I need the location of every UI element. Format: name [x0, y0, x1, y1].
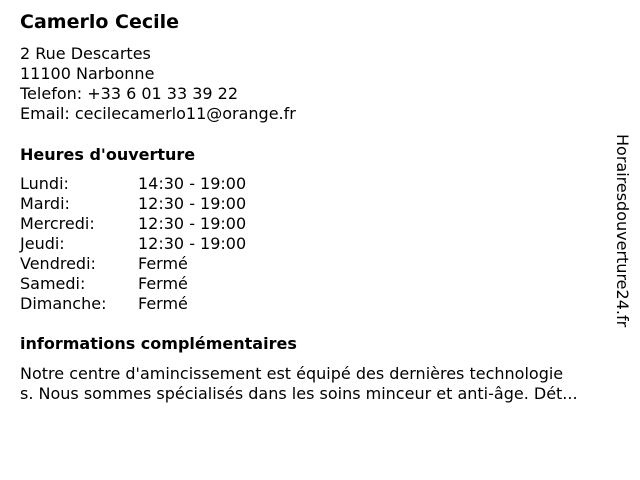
- email-text: Email: cecilecamerlo11@orange.fr: [20, 104, 296, 123]
- hours-time: Fermé: [138, 294, 188, 313]
- hours-row-sunday: [20, 294, 246, 314]
- hours-time: Fermé: [138, 274, 188, 293]
- hours-row-tuesday: [20, 194, 246, 214]
- business-name: Camerlo Cecile: [20, 11, 180, 33]
- hours-time: 12:30 - 19:00: [138, 194, 247, 213]
- hours-row-thursday: [20, 234, 246, 254]
- hours-time: Fermé: [138, 254, 188, 273]
- hours-day: Jeudi:: [20, 234, 65, 253]
- hours-row-wednesday: [20, 214, 246, 234]
- hours-row-monday: [20, 174, 246, 194]
- info-heading: informations complémentaires: [20, 334, 297, 353]
- hours-day: Mercredi:: [20, 214, 95, 233]
- site-watermark: Horairesdouverture24.fr: [613, 134, 632, 328]
- hours-table: [20, 174, 246, 314]
- description-line: s. Nous sommes spécialisés dans les soins minceur et anti-âge. Dét...: [20, 384, 578, 403]
- hours-row-friday: [20, 254, 246, 274]
- hours-day: Dimanche:: [20, 294, 107, 313]
- contact-block: [20, 44, 296, 124]
- hours-time: 12:30 - 19:00: [138, 214, 247, 233]
- description-text: [20, 364, 620, 404]
- description-line: Notre centre d'amincissement est équipé des dernières technologie: [20, 364, 564, 383]
- hours-time: 14:30 - 19:00: [138, 174, 247, 193]
- hours-day: Lundi:: [20, 174, 69, 193]
- hours-time: 12:30 - 19:00: [138, 234, 247, 253]
- phone-text: Telefon: +33 6 01 33 39 22: [20, 84, 239, 103]
- hours-heading: Heures d'ouverture: [20, 145, 196, 164]
- hours-row-saturday: [20, 274, 246, 294]
- hours-day: Vendredi:: [20, 254, 96, 273]
- hours-day: Samedi:: [20, 274, 86, 293]
- address-city: 11100 Narbonne: [20, 64, 155, 83]
- address-street: 2 Rue Descartes: [20, 44, 151, 63]
- hours-day: Mardi:: [20, 194, 70, 213]
